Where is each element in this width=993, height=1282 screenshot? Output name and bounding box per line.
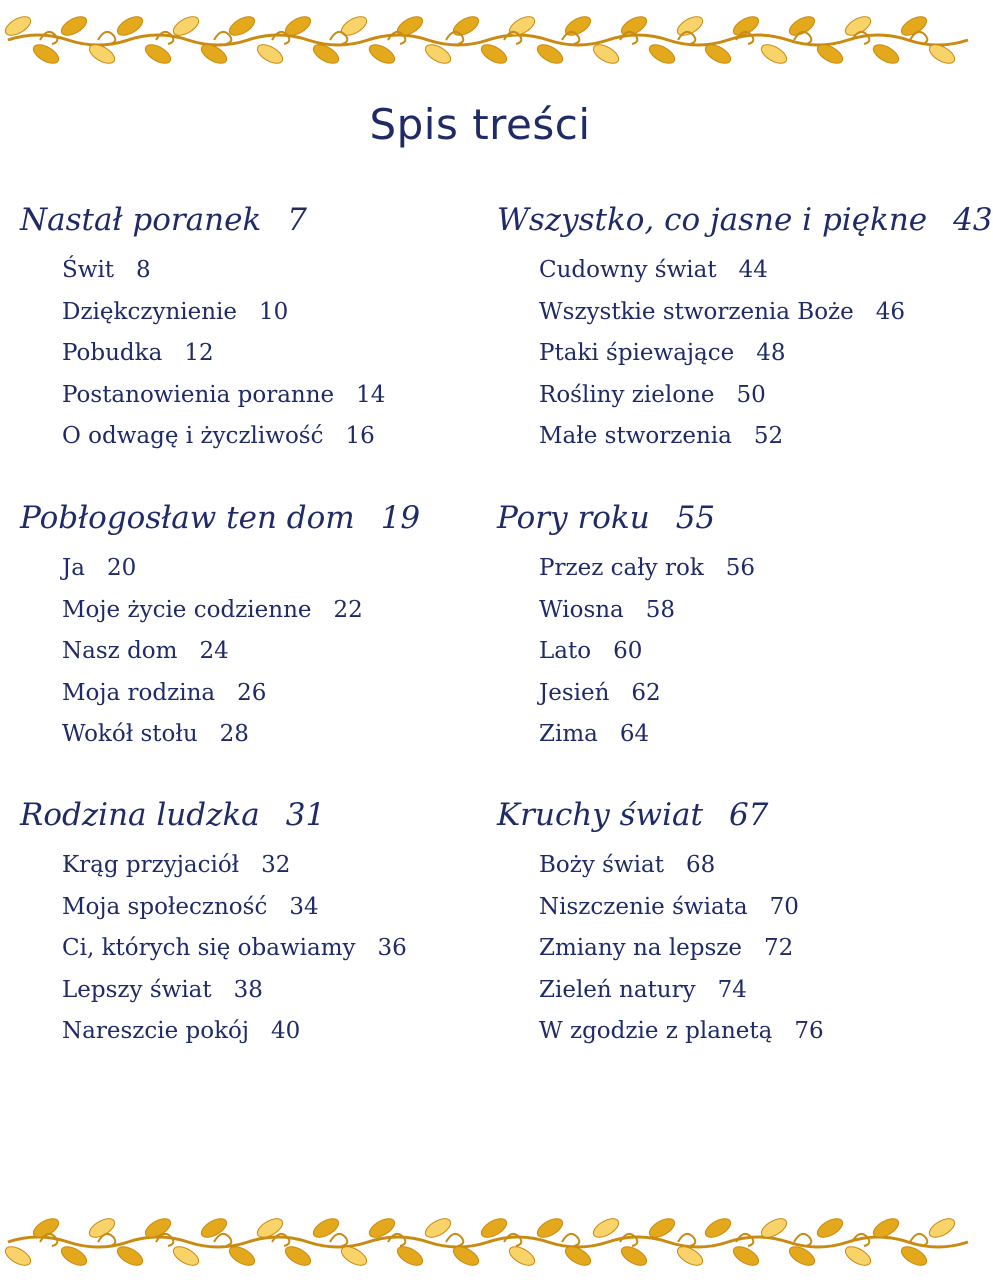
entry-page-number: 34 (289, 893, 319, 920)
toc-entry[interactable] (62, 673, 480, 715)
garland-leaf (254, 41, 285, 67)
garland-leaf (366, 41, 397, 67)
garland-leaf (674, 13, 705, 39)
entry-title: Nasz dom (62, 638, 178, 665)
garland-leaf (646, 41, 677, 67)
entry-page-number: 20 (106, 555, 137, 581)
garland-leaf (506, 1243, 537, 1269)
section-entries (20, 548, 480, 756)
garland-leaf (170, 1243, 201, 1269)
garland-tendril (330, 1234, 347, 1246)
section-page-number: 67 (728, 797, 769, 833)
garland-leaf (786, 13, 817, 39)
entry-title: Lepszy świat (62, 976, 212, 1003)
toc-entry[interactable] (62, 845, 480, 887)
garland-leaf (142, 41, 173, 67)
entry-page-number: 22 (333, 596, 363, 623)
garland-leaf (758, 41, 789, 67)
toc-entry[interactable] (539, 887, 957, 929)
entry-title: Krąg przyjaciół (62, 852, 240, 878)
entry-title: Przez cały rok (539, 555, 704, 581)
entry-title: O odwagę i życzliwość (62, 423, 324, 450)
entry-page-number: 50 (736, 381, 766, 408)
section-page-number: 19 (380, 500, 421, 536)
entry-page-number: 28 (219, 721, 249, 748)
garland-leaf (226, 13, 257, 39)
garland-vine (8, 35, 968, 45)
entry-title: Ja (62, 555, 85, 581)
garland-leaf (58, 13, 89, 39)
toc-entry[interactable] (62, 887, 480, 929)
garland-leaf (30, 41, 61, 67)
toc-entry[interactable] (62, 292, 480, 334)
garland-leaf (590, 1215, 621, 1241)
entry-title: Cudowny świat (539, 257, 717, 283)
entry-page-number: 8 (136, 257, 151, 283)
section-title: Rodzina ludzka (20, 797, 260, 833)
garland-tendril (214, 32, 231, 44)
section-title: Nastał poranek (20, 202, 262, 238)
golden-leaf-garland-bottom (0, 1202, 960, 1282)
section-title: Wszystko, co jasne i piękne (497, 202, 928, 238)
garland-leaf (450, 13, 481, 39)
section-title: Pobłogosław ten dom (20, 500, 355, 536)
garland-leaf (814, 1215, 845, 1241)
section-header[interactable] (20, 795, 480, 835)
entry-title: W zgodzie z planetą (539, 1018, 773, 1045)
entry-page-number: 26 (237, 679, 267, 706)
entry-page-number: 70 (769, 893, 799, 920)
entry-title: Rośliny zielone (539, 381, 715, 408)
entry-page-number: 68 (685, 852, 716, 878)
toc-entry[interactable] (62, 714, 480, 756)
entry-title: Wiosna (539, 596, 624, 623)
toc-entry[interactable] (62, 590, 480, 632)
entry-page-number: 16 (345, 423, 375, 450)
garland-tendril (620, 1234, 637, 1246)
section-title: Kruchy świat (497, 797, 703, 833)
entry-title: Moja społeczność (62, 893, 268, 920)
entry-page-number: 74 (717, 976, 747, 1003)
toc-section-kruchy-swiat (497, 795, 957, 1053)
garland-leaf (310, 1215, 341, 1241)
section-entries (497, 548, 957, 756)
entry-title: Jesień (539, 679, 610, 706)
entry-title: Boży świat (539, 852, 664, 878)
toc-section-wszystko-co-jasne (497, 200, 993, 458)
entry-page-number: 58 (645, 596, 676, 623)
toc-entry[interactable] (539, 250, 957, 292)
toc-entry[interactable] (62, 250, 480, 292)
toc-entry[interactable] (539, 714, 957, 756)
toc-entry[interactable] (539, 970, 957, 1012)
page-title: Spis treści (369, 100, 591, 149)
toc-entry[interactable] (539, 333, 957, 375)
toc-entry[interactable] (539, 590, 957, 632)
garland-leaf (618, 1243, 649, 1269)
garland-leaf (478, 41, 509, 67)
entry-title: Nareszcie pokój (62, 1018, 250, 1045)
toc-entry[interactable] (62, 548, 480, 590)
entry-page-number: 24 (199, 638, 229, 665)
entry-page-number: 52 (753, 423, 784, 450)
entry-page-number: 64 (619, 721, 650, 748)
entry-title: Moja rodzina (62, 679, 216, 706)
toc-entry[interactable] (62, 375, 480, 417)
toc-entry[interactable] (539, 416, 957, 458)
garland-tendril (446, 1234, 463, 1246)
toc-entry[interactable] (539, 631, 957, 673)
entry-title: Wszystkie stworzenia Boże (539, 298, 854, 325)
section-page-number: 7 (287, 202, 307, 238)
toc-entry[interactable] (539, 845, 957, 887)
entry-page-number: 14 (356, 381, 386, 408)
toc-entry[interactable] (62, 1011, 480, 1053)
toc-entry[interactable] (539, 673, 957, 715)
toc-entry[interactable] (539, 375, 957, 417)
entry-title: Świt (62, 257, 115, 283)
section-title: Pory roku (497, 500, 650, 536)
section-page-number: 43 (953, 202, 993, 238)
section-entries (20, 845, 480, 1053)
toc-entry[interactable] (62, 970, 480, 1012)
entry-page-number: 76 (794, 1018, 824, 1045)
garland-tendril (562, 1234, 579, 1246)
section-entries (20, 250, 480, 458)
garland-tendril (98, 32, 115, 44)
entry-page-number: 72 (764, 935, 794, 962)
entry-title: Zieleń natury (539, 976, 696, 1003)
garland-leaf (282, 1243, 313, 1269)
entry-title: Niszczenie świata (539, 893, 748, 920)
entry-page-number: 48 (756, 340, 786, 367)
toc-entry[interactable] (62, 333, 480, 375)
garland-tendril (214, 1234, 231, 1246)
garland-leaf (198, 1215, 229, 1241)
garland-tendril (330, 32, 347, 44)
garland-leaf (870, 41, 901, 67)
entry-page-number: 60 (613, 638, 643, 665)
section-header[interactable] (497, 795, 957, 835)
section-header[interactable] (497, 498, 957, 538)
entry-title: Ci, których się obawiamy (62, 935, 356, 962)
entry-title: Pobudka (62, 340, 163, 367)
entry-page-number: 46 (875, 298, 906, 325)
entry-title: Postanowienia poranne (62, 381, 335, 408)
toc-entry[interactable] (62, 928, 480, 970)
entry-title: Małe stworzenia (539, 423, 732, 450)
garland-leaf (926, 1215, 957, 1241)
section-header[interactable] (20, 200, 480, 240)
garland-leaf (730, 1243, 761, 1269)
toc-section-pory-roku (497, 498, 957, 756)
toc-entry[interactable] (62, 631, 480, 673)
garland-leaf (702, 1215, 733, 1241)
toc-section-rodzina-ludzka (20, 795, 480, 1053)
section-entries (497, 250, 957, 458)
golden-leaf-garland-top (0, 0, 960, 80)
entry-title: Dziękczynienie (62, 298, 238, 325)
toc-entry[interactable] (539, 928, 957, 970)
toc-entry[interactable] (62, 416, 480, 458)
section-header[interactable] (20, 498, 480, 538)
garland-vine (8, 1237, 968, 1247)
entry-title: Ptaki śpiewające (539, 340, 735, 367)
toc-entry[interactable] (539, 548, 957, 590)
entry-page-number: 36 (377, 935, 407, 962)
entry-page-number: 38 (233, 976, 263, 1003)
entry-page-number: 12 (184, 340, 214, 367)
section-entries (497, 845, 957, 1053)
entry-title: Wokół stołu (62, 721, 198, 748)
entry-title: Lato (539, 638, 592, 665)
entry-page-number: 32 (261, 852, 291, 878)
entry-page-number: 56 (725, 555, 756, 581)
garland-leaf (842, 1243, 873, 1269)
entry-page-number: 62 (631, 679, 661, 706)
section-header[interactable] (497, 200, 993, 240)
toc-entry[interactable] (539, 1011, 957, 1053)
entry-page-number: 44 (738, 257, 768, 283)
section-page-number: 31 (285, 797, 326, 833)
entry-page-number: 10 (259, 298, 289, 325)
entry-title: Zima (539, 721, 598, 748)
entry-title: Moje życie codzienne (62, 596, 312, 623)
garland-leaf (338, 13, 369, 39)
garland-leaf (114, 1243, 145, 1269)
garland-leaf (534, 1215, 565, 1241)
toc-section-poblogoslaw-ten-dom (20, 498, 480, 756)
garland-leaf (394, 1243, 425, 1269)
section-page-number: 55 (675, 500, 716, 536)
garland-leaf (2, 1243, 33, 1269)
toc-entry[interactable] (539, 292, 957, 334)
toc-section-nastal-poranek (20, 200, 480, 458)
entry-title: Zmiany na lepsze (539, 935, 743, 962)
entry-page-number: 40 (271, 1018, 301, 1045)
